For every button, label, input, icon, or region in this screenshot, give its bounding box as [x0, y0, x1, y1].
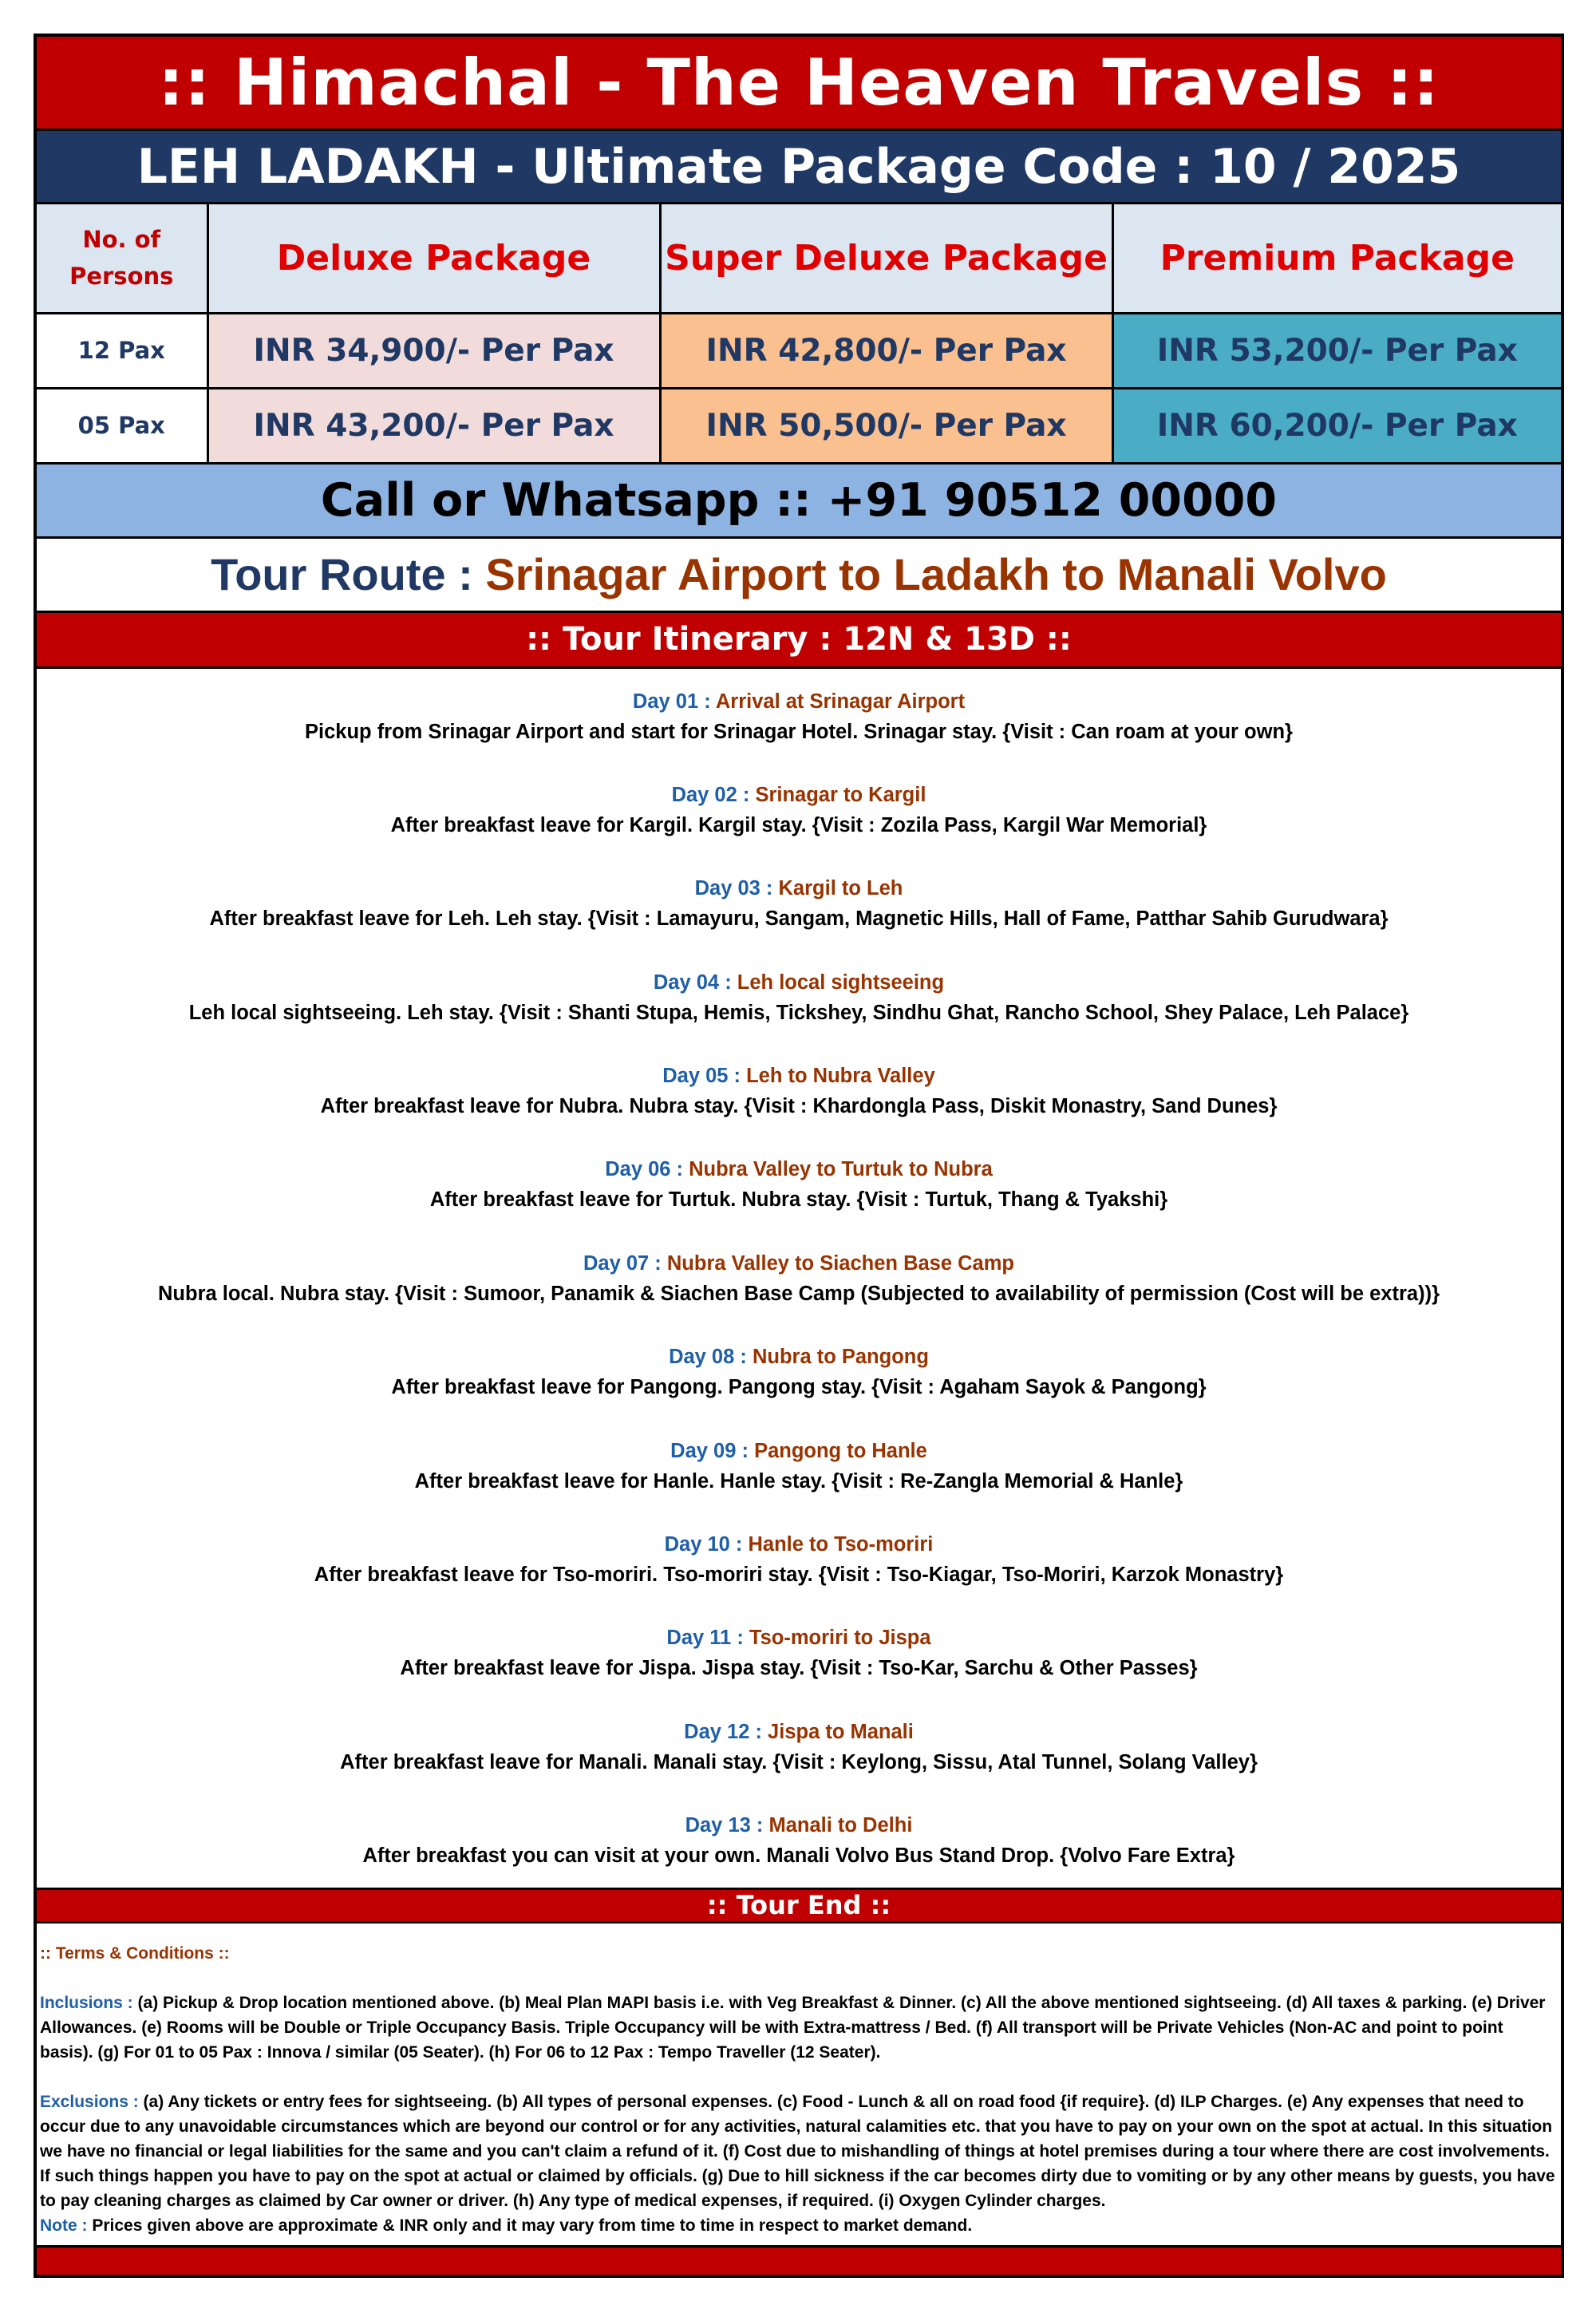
day-title: Nubra Valley to Siachen Base Camp [666, 1251, 1014, 1275]
premium-package-header: Premium Package [1112, 204, 1561, 313]
terms-and-conditions [37, 1924, 1561, 2248]
day-description: After breakfast leave for Manali. Manali stay. {Visit : Keylong, Sissu, Atal Tunnel, Solang Valley} [340, 1750, 1258, 1773]
itinerary-day [37, 1717, 1561, 1810]
day-title: Manali to Delhi [768, 1814, 913, 1837]
tour-route-value: Srinagar Airport to Ladakh to Manali Volvo [485, 549, 1387, 599]
itinerary-day [37, 1623, 1561, 1716]
itinerary-day [37, 873, 1561, 967]
pax-count: 05 Pax [37, 388, 207, 463]
premium-price: INR 53,200/- Per Pax [1112, 313, 1561, 388]
day-title: Nubra Valley to Turtuk to Nubra [689, 1158, 993, 1181]
day-number: Day 09 : [670, 1439, 755, 1462]
day-description: Leh local sightseeing. Leh stay. {Visit : Shanti Stupa, Hemis, Tickshey, Sindhu Ghat, Rancho School, Shey Palace, Leh Palace} [188, 1001, 1409, 1024]
day-number: Day 02 : [671, 783, 756, 806]
day-description: After breakfast leave for Hanle. Hanle stay. {Visit : Re-Zangla Memorial & Hanle} [414, 1469, 1183, 1493]
itinerary-title: :: Tour Itinerary : 12N & 13D :: [526, 621, 1072, 658]
day-title: Arrival at Srinagar Airport [715, 690, 966, 713]
itinerary-day [37, 967, 1561, 1061]
day-description: After breakfast you can visit at your own. Manali Volvo Bus Stand Drop. {Volvo Fare Extra} [362, 1844, 1235, 1868]
day-number: Day 01 : [632, 690, 716, 713]
note-text: Prices given above are approximate & INR only and it may vary from time to time in respect to market demand. [92, 2216, 973, 2235]
itinerary-day [37, 686, 1561, 780]
contact-banner [37, 465, 1561, 539]
exclusions-text: (a) Any tickets or entry fees for sightseeing. (b) All types of personal expenses. (c) Food - Lunch & all on road food {if require}. (d) ILP Charges. (e) Any expenses that need to occur due to any unavoidable circumstances which are beyond our control or for any activities, natural calamities etc. that you have to pay on your own on the spot at actual. In this situation we have no financial or legal liabilities for the same and you can't claim a refund of it. (f) Cost due to mishandling of things at hotel premises during a tour where there are cost involvements. If such things happen you have to pay on the spot at actual or claimed by officials. (g) Due to hill sickness if the car becomes dirty due to vomiting or by any other means by guests, you have to pay cleaning charges as claimed by Car owner or driver. (h) Any type of medical expenses, if required. (i) Oxygen Cylinder charges. [40, 2092, 1555, 2210]
price-table-header [37, 204, 1561, 313]
tour-end-text: :: Tour End :: [706, 1890, 891, 1920]
day-number: Day 11 : [666, 1627, 749, 1650]
itinerary-day [37, 1529, 1561, 1623]
itinerary-day [37, 1342, 1561, 1435]
day-number: Day 10 : [664, 1533, 749, 1556]
day-title: Nubra to Pangong [752, 1346, 929, 1369]
day-number: Day 05 : [662, 1065, 747, 1088]
day-description: Nubra local. Nubra stay. {Visit : Sumoor, Panamik & Siachen Base Camp (Subjected to availability of permission (Cost will be extra))} [158, 1282, 1440, 1305]
persons-header-line-2: Persons [69, 263, 174, 291]
exclusions-label: Exclusions : [40, 2092, 144, 2111]
price-row-12-pax [37, 313, 1561, 388]
day-number: Day 04 : [653, 971, 737, 994]
day-number: Day 07 : [583, 1251, 667, 1275]
package-sheet [34, 34, 1564, 2278]
deluxe-price: INR 43,200/- Per Pax [207, 388, 660, 463]
persons-header [37, 204, 207, 313]
day-title: Leh local sightseeing [737, 971, 945, 994]
persons-header-line-1: No. of [82, 226, 161, 254]
package-code-text: LEH LADAKH - Ultimate Package Code : 10 / 2025 [136, 138, 1461, 195]
super-deluxe-package-header: Super Deluxe Package [660, 204, 1112, 313]
day-description: After breakfast leave for Kargil. Kargil stay. {Visit : Zozila Pass, Kargil War Memorial} [390, 813, 1207, 836]
inclusions [40, 1991, 1558, 2065]
day-title: Srinagar to Kargil [755, 783, 926, 806]
day-description: After breakfast leave for Leh. Leh stay. {Visit : Lamayuru, Sangam, Magnetic Hills, Hall of Fame, Patthar Sahib Gurudwara} [209, 907, 1389, 931]
tour-end-banner [37, 1890, 1561, 1924]
super-deluxe-price: INR 42,800/- Per Pax [660, 313, 1112, 388]
footer-bar [37, 2248, 1561, 2275]
tour-route [37, 539, 1561, 613]
day-number: Day 12 : [684, 1720, 768, 1743]
day-title: Kargil to Leh [778, 877, 903, 900]
company-title-text: :: Himachal - The Heaven Travels :: [158, 45, 1440, 120]
day-description: After breakfast leave for Pangong. Pangong stay. {Visit : Agaham Sayok & Pangong} [391, 1376, 1207, 1399]
itinerary-day [37, 1248, 1561, 1342]
day-description: After breakfast leave for Tso-moriri. Tso-moriri stay. {Visit : Tso-Kiagar, Tso-Moriri, Karzok Monastry} [314, 1564, 1284, 1587]
day-description: After breakfast leave for Jispa. Jispa stay. {Visit : Tso-Kar, Sarchu & Other Passes} [400, 1657, 1198, 1680]
day-description: After breakfast leave for Nubra. Nubra stay. {Visit : Khardongla Pass, Diskit Monastry, Sand Dunes} [320, 1095, 1278, 1118]
day-description: Pickup from Srinagar Airport and start for Srinagar Hotel. Srinagar stay. {Visit : Can roam at your own} [305, 720, 1293, 743]
day-number: Day 08 : [669, 1346, 753, 1369]
day-title: Leh to Nubra Valley [746, 1065, 935, 1088]
day-title: Pangong to Hanle [754, 1439, 927, 1462]
premium-price: INR 60,200/- Per Pax [1112, 388, 1561, 463]
terms-title: :: Terms & Conditions :: [40, 1943, 230, 1963]
inclusions-text: (a) Pickup & Drop location mentioned above. (b) Meal Plan MAPI basis i.e. with Veg Breakfast & Dinner. (c) All the above mentioned sightseeing. (d) All taxes & parking. (e) Driver Allowances. (e) Rooms will be Double or Triple Occupancy Basis. Triple Occupancy will be with Extra-mattress / Bed. (f) All transport will be Private Vehicles (Non-AC and point to point basis). (g) For 01 to 05 Pax : Innova / similar (05 Seater). (h) For 06 to 12 Pax : Tempo Traveller (12 Seater). [40, 1993, 1546, 2062]
day-number: Day 13 : [685, 1814, 769, 1837]
note-label: Note : [40, 2216, 93, 2235]
super-deluxe-price: INR 50,500/- Per Pax [660, 388, 1112, 463]
itinerary-day [37, 1061, 1561, 1154]
day-title: Tso-moriri to Jispa [749, 1627, 931, 1650]
inclusions-label: Inclusions : [40, 1993, 138, 2012]
itinerary-list [37, 669, 1561, 1890]
exclusions [40, 2090, 1558, 2238]
day-title: Hanle to Tso-moriri [748, 1533, 934, 1556]
package-code-banner [37, 131, 1561, 204]
pax-count: 12 Pax [37, 313, 207, 388]
price-table [37, 204, 1561, 465]
tour-route-label: Tour Route : [211, 549, 486, 599]
day-description: After breakfast leave for Turtuk. Nubra stay. {Visit : Turtuk, Thang & Tyakshi} [429, 1188, 1168, 1212]
itinerary-day [37, 1436, 1561, 1529]
day-title: Jispa to Manali [768, 1720, 914, 1743]
deluxe-package-header: Deluxe Package [207, 204, 660, 313]
itinerary-day [37, 780, 1561, 873]
itinerary-banner [37, 613, 1561, 669]
company-title [37, 37, 1561, 131]
deluxe-price: INR 34,900/- Per Pax [207, 313, 660, 388]
day-number: Day 06 : [605, 1158, 689, 1181]
price-row-05-pax [37, 388, 1561, 463]
day-number: Day 03 : [694, 877, 779, 900]
call-whatsapp-text: Call or Whatsapp :: +91 90512 00000 [320, 473, 1278, 527]
itinerary-day [37, 1154, 1561, 1247]
